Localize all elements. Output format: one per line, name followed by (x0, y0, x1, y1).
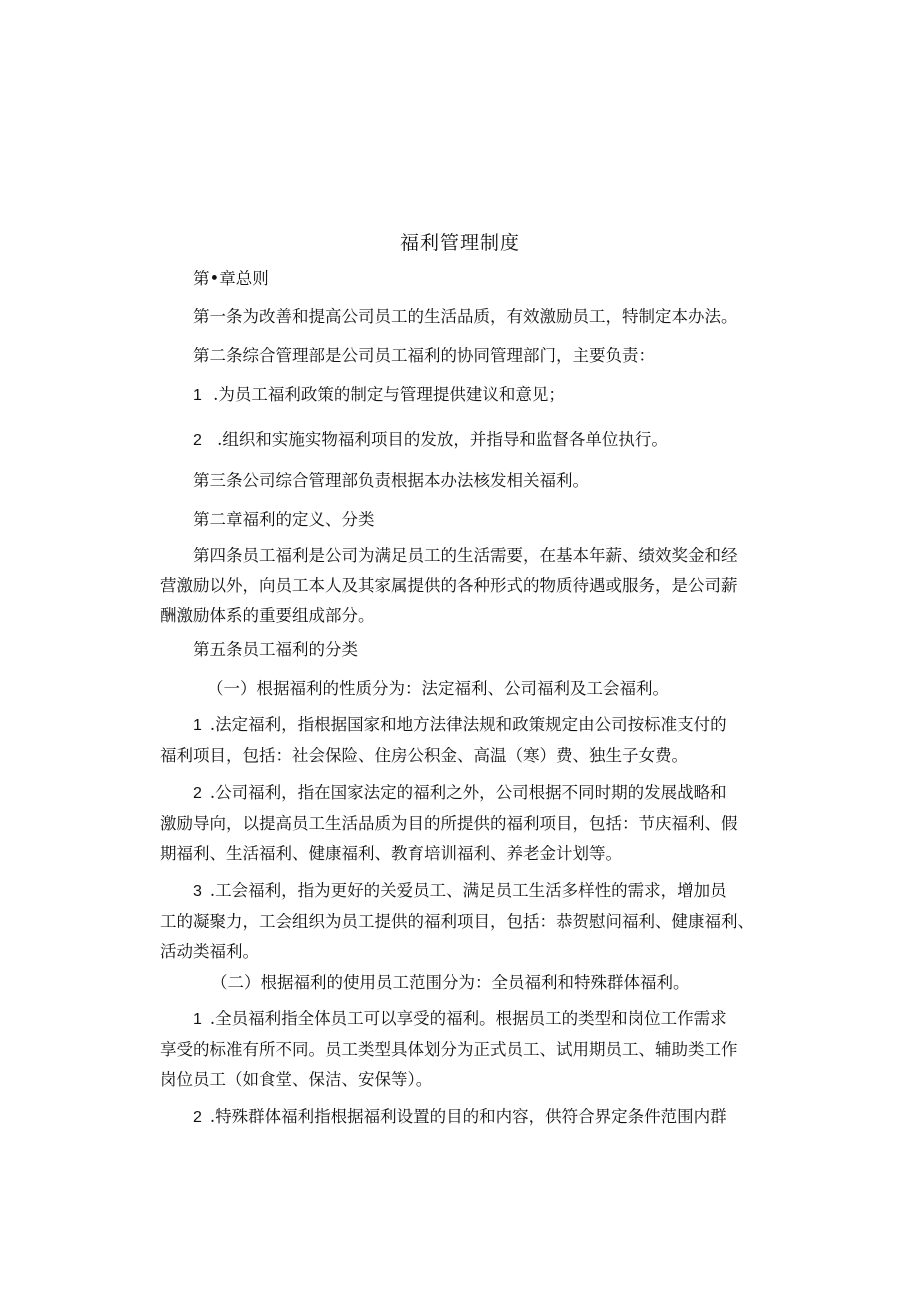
item-line (160, 778, 762, 809)
chapter-1-heading: 第•章总则 (193, 269, 269, 288)
article-4-line: 第四条员工福利是公司为满足员工的生活需要，在基本年薪、绩效奖金和经 (193, 546, 738, 565)
item-line: 工的凝聚力，工会组织为员工提供的福利项目，包括：恭贺慰问福利、健康福利、 (160, 912, 754, 931)
item-line (160, 876, 762, 907)
item-line: 享受的标准有所不同。员工类型具体划分为正式员工、试用期员工、辅助类工作 (160, 1040, 738, 1059)
item-line: 激励导向，以提高员工生活品质为目的所提供的福利项目，包括：节庆福利、假 (160, 814, 738, 833)
article-2: 第二条综合管理部是公司员工福利的协同管理部门，主要负责： (193, 346, 655, 365)
item-text: .法定福利，指根据国家和地方法律法规和政策规定由公司按标准支付的 (209, 715, 727, 734)
article-2-item-2 (193, 429, 668, 452)
document-title: 福利管理制度 (399, 232, 520, 254)
section-2-item-1 (160, 1004, 762, 1095)
article-1: 第一条为改善和提高公司员工的生活品质，有效激励员工，特制定本办法。 (193, 307, 738, 326)
section-2-heading: （二）根据福利的使用员工范围分为：全员福利和特殊群体福利。 (211, 973, 690, 992)
item-text: .为员工福利政策的制定与管理提供建议和意见； (213, 385, 565, 404)
article-4-line: 酬激励体系的重要组成部分。 (160, 606, 375, 625)
item-line: 岗位员工（如食堂、保洁、安保等）。 (160, 1070, 433, 1089)
item-line: 期福利、生活福利、健康福利、教育培训福利、养老金计划等。 (160, 844, 622, 863)
item-number: 2 (193, 432, 202, 449)
item-line (160, 710, 762, 741)
section-1-item-1 (160, 710, 762, 771)
section-1-item-2 (160, 778, 762, 869)
item-text: .全员福利指全体员工可以享受的福利。根据员工的类型和岗位工作需求 (209, 1009, 727, 1028)
item-line (160, 1102, 762, 1133)
article-3: 第三条公司综合管理部负责根据本办法核发相关福利。 (193, 471, 589, 490)
item-text: .特殊群体福利指根据福利设置的目的和内容，供符合界定条件范围内群 (209, 1107, 727, 1126)
article-2-item-1 (193, 384, 565, 407)
article-4-line: 营激励以外，向员工本人及其家属提供的各种形式的物质待遇或服务，是公司薪 (160, 576, 738, 595)
item-number: 3 (193, 883, 202, 900)
item-text: .组织和实施实物福利项目的发放，并指导和监督各单位执行。 (217, 430, 668, 449)
item-text: .工会福利，指为更好的关爱员工、满足员工生活多样性的需求，增加员 (209, 881, 727, 900)
section-1-item-3 (160, 876, 762, 967)
item-line (160, 1004, 762, 1035)
item-line: 活动类福利。 (160, 942, 259, 961)
item-number: 2 (193, 1109, 202, 1126)
item-number: 1 (193, 1011, 202, 1028)
item-number: 1 (193, 717, 202, 734)
chapter-2-heading: 第二章福利的定义、分类 (193, 510, 375, 529)
item-number: 1 (193, 387, 202, 404)
section-1-heading: （一）根据福利的性质分为：法定福利、公司福利及工会福利。 (207, 679, 669, 698)
item-line: 福利项目，包括：社会保险、住房公积金、高温（寒）费、独生子女费。 (160, 746, 688, 765)
section-2-item-2 (160, 1102, 762, 1133)
item-text: .公司福利，指在国家法定的福利之外，公司根据不同时期的发展战略和 (209, 783, 727, 802)
article-4 (160, 541, 762, 631)
article-5: 第五条员工福利的分类 (193, 640, 358, 659)
item-number: 2 (193, 785, 202, 802)
